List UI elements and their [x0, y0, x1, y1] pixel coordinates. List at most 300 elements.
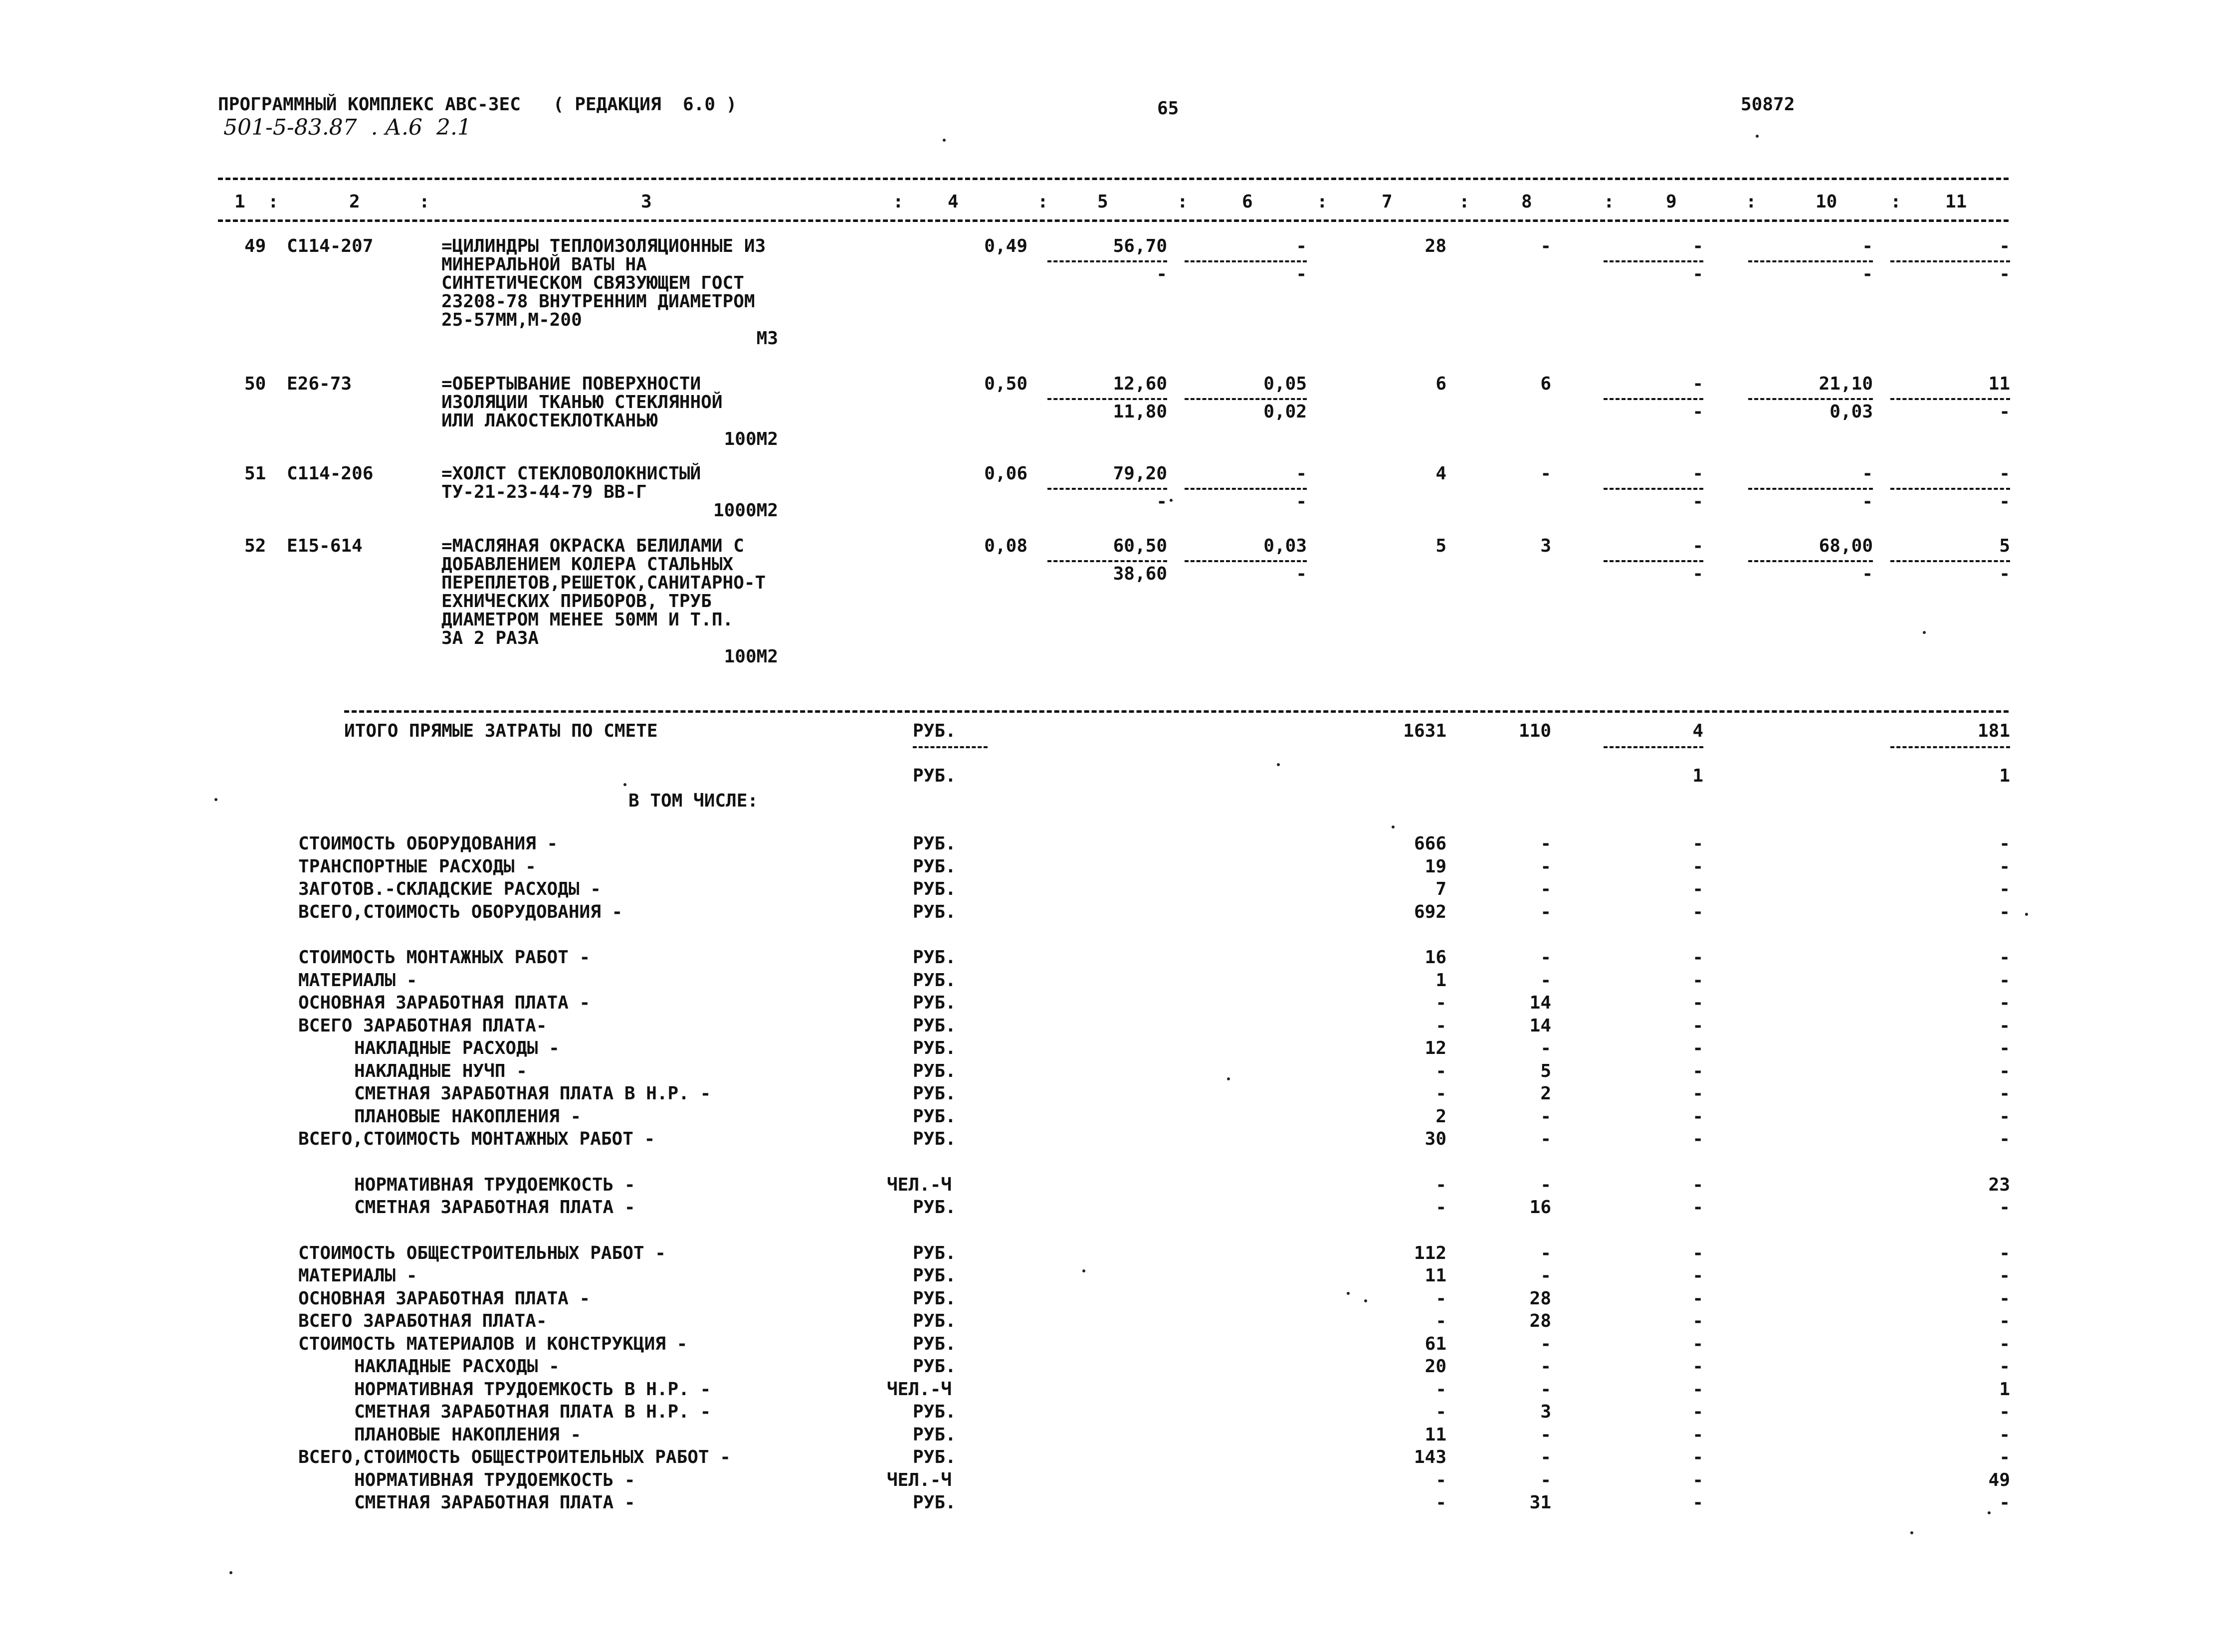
item-dash-c6	[1185, 260, 1307, 262]
column-separator: :	[419, 192, 430, 212]
summary-value-c11: -	[1999, 1197, 2010, 1218]
summary-label: ВСЕГО,СТОИМОСТЬ ОБЩЕСТРОИТЕЛЬНЫХ РАБОТ -	[298, 1447, 731, 1467]
item-code: Е15-614	[287, 536, 363, 556]
summary-value-c9: -	[1692, 1129, 1703, 1149]
summary-value-c11: -	[1999, 856, 2010, 877]
column-separator: :	[893, 192, 904, 212]
item-value-c6: 0,05	[1263, 374, 1307, 394]
item-value-c10b: 0,03	[1830, 402, 1873, 422]
total-value-c9b: 1	[1692, 766, 1703, 786]
summary-value-c8: -	[1540, 1469, 1551, 1490]
item-description-line: =МАСЛЯНАЯ ОКРАСКА БЕЛИЛАМИ С	[441, 536, 744, 556]
scan-speck	[943, 139, 946, 142]
scan-speck	[1082, 1269, 1085, 1272]
column-number-10: 10	[1816, 192, 1837, 212]
summary-value-c8: -	[1540, 856, 1551, 877]
summary-value-c11: -	[1999, 1424, 2010, 1445]
summary-value-c8: -	[1540, 1038, 1551, 1058]
scan-speck	[1910, 1531, 1913, 1534]
item-value-c11b: -	[1999, 564, 2010, 584]
summary-unit: РУБ.	[913, 879, 956, 899]
column-separator: :	[268, 192, 279, 212]
item-value-c10b: -	[1862, 264, 1873, 284]
summary-value-c7: 61	[1425, 1333, 1446, 1354]
item-description-line: ТУ-21-23-44-79 ВВ-Г	[441, 482, 647, 502]
summary-value-c11: -	[1999, 833, 2010, 854]
item-code: С114-206	[287, 463, 374, 484]
summary-value-c7: 112	[1414, 1242, 1446, 1263]
summary-value-c7: -	[1435, 1015, 1446, 1036]
item-value-c8: 6	[1540, 374, 1551, 394]
summary-unit: РУБ.	[913, 970, 956, 991]
summary-unit: ЧЕЛ.-Ч	[887, 1174, 952, 1195]
summary-value-c7: 19	[1425, 856, 1446, 877]
item-description-line: ЗА 2 РАЗА	[441, 628, 539, 648]
summary-label: СТОИМОСТЬ МАТЕРИАЛОВ И КОНСТРУКЦИЯ -	[298, 1333, 688, 1354]
item-dash-c9	[1604, 398, 1703, 400]
summary-value-c9: -	[1692, 1469, 1703, 1490]
item-dash-c11	[1890, 398, 2010, 400]
item-description-line: МИНЕРАЛЬНОЙ ВАТЫ НА	[441, 254, 647, 275]
summary-unit: РУБ.	[913, 1038, 956, 1058]
summary-value-c9: -	[1692, 970, 1703, 991]
header-rule-bottom	[218, 219, 2009, 222]
column-number-4: 4	[948, 192, 959, 212]
item-dash-c11	[1890, 260, 2010, 262]
item-value-c5b: -	[1156, 491, 1167, 512]
scan-speck	[229, 1571, 232, 1574]
summary-value-c8: -	[1540, 879, 1551, 899]
summary-value-c9: -	[1692, 1356, 1703, 1377]
summary-value-c11: -	[1999, 1288, 2010, 1309]
item-dash-c6	[1185, 398, 1307, 400]
summary-value-c7: -	[1435, 1379, 1446, 1400]
summary-value-c11: 23	[1988, 1174, 2010, 1195]
item-coefficient: 0,06	[984, 463, 1027, 484]
item-value-c8: -	[1540, 236, 1551, 256]
summary-value-c7: -	[1435, 1083, 1446, 1104]
scan-speck	[2025, 913, 2028, 916]
summary-value-c11: -	[1999, 970, 2010, 991]
summary-value-c8: -	[1540, 1129, 1551, 1149]
item-value-c8: 3	[1540, 536, 1551, 556]
summary-value-c11: -	[1999, 1242, 2010, 1263]
item-value-c6b: -	[1296, 564, 1307, 584]
summary-value-c9: -	[1692, 1197, 1703, 1218]
item-dash-c10	[1748, 398, 1873, 400]
item-value-c11b: -	[1999, 491, 2010, 512]
summary-unit: РУБ.	[913, 993, 956, 1013]
total-dash-c9	[1604, 746, 1703, 748]
column-separator: :	[1604, 192, 1615, 212]
summary-value-c8: -	[1540, 970, 1551, 991]
summary-value-c7: -	[1435, 1402, 1446, 1422]
item-dash-c5	[1047, 398, 1167, 400]
scan-speck	[1347, 1292, 1350, 1295]
item-value-c10b: -	[1862, 564, 1873, 584]
summary-value-c7: 16	[1425, 947, 1446, 968]
item-value-c6b: -	[1296, 491, 1307, 512]
item-description-line: СИНТЕТИЧЕСКОМ СВЯЗУЮЩЕМ ГОСТ	[441, 273, 744, 293]
item-value-c11: 11	[1988, 374, 2010, 394]
handwritten-note: 501-5-83.87 . А.6 2.1	[223, 115, 471, 140]
column-number-3: 3	[641, 192, 652, 212]
summary-value-c8: -	[1540, 947, 1551, 968]
item-code: Е26-73	[287, 374, 352, 394]
summary-label: СМЕТНАЯ ЗАРАБОТНАЯ ПЛАТА -	[354, 1197, 635, 1218]
column-number-11: 11	[1945, 192, 1967, 212]
summary-value-c7: -	[1435, 1197, 1446, 1218]
item-description-line: ДИАМЕТРОМ МЕНЕЕ 50ММ И Т.П.	[441, 610, 734, 630]
summary-value-c9: -	[1692, 1083, 1703, 1104]
item-dash-c6	[1185, 560, 1307, 562]
item-description-line: ИЛИ ЛАКОСТЕКЛОТКАНЬЮ	[441, 411, 658, 431]
scan-speck	[1277, 763, 1280, 766]
item-dash-c10	[1748, 488, 1873, 490]
summary-unit: РУБ.	[913, 1242, 956, 1263]
summary-label: НОРМАТИВНАЯ ТРУДОЕМКОСТЬ В Н.Р. -	[354, 1379, 711, 1400]
item-value-c11: -	[1999, 236, 2010, 256]
item-value-c11b: -	[1999, 402, 2010, 422]
item-value-c7: 6	[1435, 374, 1446, 394]
item-coefficient: 0,50	[984, 374, 1027, 394]
summary-value-c7: 1	[1435, 970, 1446, 991]
summary-unit: РУБ.	[913, 1197, 956, 1218]
column-number-2: 2	[349, 192, 360, 212]
item-value-c11: -	[1999, 463, 2010, 484]
item-value-c10: 21,10	[1819, 374, 1873, 394]
item-description-line: =ЦИЛИНДРЫ ТЕПЛОИЗОЛЯЦИОННЫЕ ИЗ	[441, 236, 766, 256]
item-description-line: 23208-78 ВНУТРЕННИМ ДИАМЕТРОМ	[441, 291, 755, 312]
summary-value-c8: 2	[1540, 1083, 1551, 1104]
item-value-c9: -	[1692, 463, 1703, 484]
total-label: ИТОГО ПРЯМЫЕ ЗАТРАТЫ ПО СМЕТЕ	[344, 721, 658, 741]
item-description-line: ПЕРЕПЛЕТОВ,РЕШЕТОК,САНИТАРНО-Т	[441, 573, 766, 593]
summary-value-c9: -	[1692, 1265, 1703, 1286]
summary-value-c7: 2	[1435, 1106, 1446, 1127]
item-number: 51	[244, 463, 266, 484]
summary-value-c8: 5	[1540, 1060, 1551, 1081]
summary-value-c9: -	[1692, 1402, 1703, 1422]
summary-value-c8: -	[1540, 1265, 1551, 1286]
item-description-line: ДОБАВЛЕНИЕМ КОЛЕРА СТАЛЬНЫХ	[441, 554, 734, 575]
summary-unit: РУБ.	[913, 1129, 956, 1149]
column-number-5: 5	[1097, 192, 1108, 212]
summary-value-c9: -	[1692, 993, 1703, 1013]
summary-value-c11: -	[1999, 1015, 2010, 1036]
summary-unit: РУБ.	[913, 1288, 956, 1309]
scan-speck	[1988, 1511, 1991, 1514]
summary-value-c8: 31	[1529, 1492, 1551, 1513]
summary-value-c11: -	[1999, 879, 2010, 899]
item-unit: 100М2	[724, 646, 778, 667]
summary-value-c11: -	[1999, 1265, 2010, 1286]
summary-value-c11: -	[1999, 1402, 2010, 1422]
item-value-c9b: -	[1692, 402, 1703, 422]
summary-value-c7: 12	[1425, 1038, 1446, 1058]
summary-unit: РУБ.	[913, 1356, 956, 1377]
summary-unit: РУБ.	[913, 856, 956, 877]
summary-value-c8: -	[1540, 1356, 1551, 1377]
item-coefficient: 0,08	[984, 536, 1027, 556]
item-unit: 1000М2	[713, 500, 778, 521]
summary-value-c11: -	[1999, 1129, 2010, 1149]
summary-label: МАТЕРИАЛЫ -	[298, 1265, 417, 1286]
summary-value-c8: -	[1540, 1242, 1551, 1263]
summary-value-c9: -	[1692, 1106, 1703, 1127]
summary-unit: РУБ.	[913, 1424, 956, 1445]
item-value-c5: 56,70	[1113, 236, 1167, 256]
summary-value-c9: -	[1692, 1311, 1703, 1331]
total-rule	[344, 710, 2009, 713]
summary-label: ТРАНСПОРТНЫЕ РАСХОДЫ -	[298, 856, 536, 877]
summary-value-c8: -	[1540, 1174, 1551, 1195]
summary-value-c9: -	[1692, 1379, 1703, 1400]
item-value-c7: 28	[1425, 236, 1446, 256]
item-dash-c5	[1047, 260, 1167, 262]
item-value-c10: -	[1862, 236, 1873, 256]
item-value-c6: -	[1296, 236, 1307, 256]
item-value-c9: -	[1692, 236, 1703, 256]
item-dash-c9	[1604, 560, 1703, 562]
summary-value-c11: -	[1999, 1083, 2010, 1104]
item-dash-c6	[1185, 488, 1307, 490]
summary-value-c9: -	[1692, 833, 1703, 854]
summary-value-c8: -	[1540, 1333, 1551, 1354]
item-description-line: =ХОЛСТ СТЕКЛОВОЛОКНИСТЫЙ	[441, 463, 701, 484]
scan-speck	[1227, 1077, 1230, 1080]
summary-label: ВСЕГО,СТОИМОСТЬ ОБОРУДОВАНИЯ -	[298, 901, 623, 922]
summary-label: ВСЕГО ЗАРАБОТНАЯ ПЛАТА-	[298, 1015, 547, 1036]
item-value-c8: -	[1540, 463, 1551, 484]
total-value-c8: 110	[1518, 721, 1551, 741]
summary-value-c9: -	[1692, 1038, 1703, 1058]
summary-unit: РУБ.	[913, 1402, 956, 1422]
summary-unit: РУБ.	[913, 1333, 956, 1354]
total-value-c11b: 1	[1999, 766, 2010, 786]
item-value-c6: 0,03	[1263, 536, 1307, 556]
item-value-c6b: -	[1296, 264, 1307, 284]
scan-speck	[1756, 135, 1759, 138]
summary-value-c8: -	[1540, 833, 1551, 854]
scan-speck	[1923, 631, 1926, 634]
summary-value-c7: -	[1435, 1174, 1446, 1195]
summary-value-c11: -	[1999, 1106, 2010, 1127]
scan-speck	[623, 783, 626, 786]
item-code: С114-207	[287, 236, 374, 256]
summary-label: СТОИМОСТЬ ОБЩЕСТРОИТЕЛЬНЫХ РАБОТ -	[298, 1242, 666, 1263]
scan-speck	[1170, 499, 1173, 502]
item-value-c10b: -	[1862, 491, 1873, 512]
item-value-c7: 4	[1435, 463, 1446, 484]
total-value-c7: 1631	[1403, 721, 1446, 741]
summary-value-c7: -	[1435, 1311, 1446, 1331]
in-that-number-label: В ТОМ ЧИСЛЕ:	[628, 791, 759, 811]
summary-value-c7: -	[1435, 993, 1446, 1013]
item-value-c5: 60,50	[1113, 536, 1167, 556]
summary-value-c8: -	[1540, 1447, 1551, 1467]
column-separator: :	[1037, 192, 1048, 212]
item-dash-c11	[1890, 488, 2010, 490]
summary-value-c8: -	[1540, 901, 1551, 922]
item-value-c9b: -	[1692, 491, 1703, 512]
summary-value-c11: -	[1999, 1060, 2010, 1081]
item-value-c9b: -	[1692, 264, 1703, 284]
column-number-9: 9	[1666, 192, 1677, 212]
item-dash-c9	[1604, 488, 1703, 490]
column-number-1: 1	[234, 192, 245, 212]
item-value-c9: -	[1692, 536, 1703, 556]
item-value-c11: 5	[1999, 536, 2010, 556]
summary-value-c8: 14	[1529, 993, 1551, 1013]
item-value-c5: 12,60	[1113, 374, 1167, 394]
summary-label: НОРМАТИВНАЯ ТРУДОЕМКОСТЬ -	[354, 1174, 635, 1195]
item-dash-c9	[1604, 260, 1703, 262]
summary-value-c8: 28	[1529, 1288, 1551, 1309]
item-dash-c5	[1047, 560, 1167, 562]
summary-value-c9: -	[1692, 1492, 1703, 1513]
scan-speck	[1392, 826, 1395, 828]
summary-value-c11: -	[1999, 1333, 2010, 1354]
item-description-line: 25-57ММ,М-200	[441, 310, 582, 330]
summary-value-c9: -	[1692, 1174, 1703, 1195]
item-value-c6b: 0,02	[1263, 402, 1307, 422]
item-description-line: =ОБЕРТЫВАНИЕ ПОВЕРХНОСТИ	[441, 374, 701, 394]
summary-value-c9: -	[1692, 1015, 1703, 1036]
summary-value-c9: -	[1692, 1242, 1703, 1263]
total-dash-c11	[1890, 746, 2010, 748]
item-number: 52	[244, 536, 266, 556]
summary-value-c7: -	[1435, 1288, 1446, 1309]
total-unit: РУБ.	[913, 721, 956, 741]
scan-speck	[1364, 1299, 1367, 1302]
total-unit-second: РУБ.	[913, 766, 956, 786]
summary-label: ПЛАНОВЫЕ НАКОПЛЕНИЯ -	[354, 1424, 582, 1445]
summary-unit: РУБ.	[913, 901, 956, 922]
column-number-7: 7	[1382, 192, 1393, 212]
item-dash-c11	[1890, 560, 2010, 562]
summary-unit: РУБ.	[913, 1083, 956, 1104]
summary-label: НОРМАТИВНАЯ ТРУДОЕМКОСТЬ -	[354, 1469, 635, 1490]
summary-value-c9: -	[1692, 901, 1703, 922]
summary-value-c11: 1	[1999, 1379, 2010, 1400]
summary-value-c7: 11	[1425, 1265, 1446, 1286]
summary-value-c11: -	[1999, 1447, 2010, 1467]
summary-value-c11: -	[1999, 1356, 2010, 1377]
summary-label: ВСЕГО ЗАРАБОТНАЯ ПЛАТА-	[298, 1311, 547, 1331]
summary-value-c11: 49	[1988, 1469, 2010, 1490]
page-number: 65	[1157, 98, 1179, 119]
column-separator: :	[1177, 192, 1188, 212]
item-value-c9: -	[1692, 374, 1703, 394]
item-value-c6: -	[1296, 463, 1307, 484]
item-value-c10: 68,00	[1819, 536, 1873, 556]
summary-unit: ЧЕЛ.-Ч	[887, 1379, 952, 1400]
summary-value-c7: 30	[1425, 1129, 1446, 1149]
summary-value-c8: 28	[1529, 1311, 1551, 1331]
item-value-c5b: -	[1156, 264, 1167, 284]
summary-label: НАКЛАДНЫЕ РАСХОДЫ -	[354, 1356, 560, 1377]
summary-unit: РУБ.	[913, 1447, 956, 1467]
summary-label: СТОИМОСТЬ ОБОРУДОВАНИЯ -	[298, 833, 558, 854]
column-number-8: 8	[1521, 192, 1532, 212]
summary-value-c11: -	[1999, 1492, 2010, 1513]
summary-value-c11: -	[1999, 1311, 2010, 1331]
summary-value-c11: -	[1999, 947, 2010, 968]
summary-value-c9: -	[1692, 1060, 1703, 1081]
summary-value-c7: -	[1435, 1492, 1446, 1513]
summary-label: ОСНОВНАЯ ЗАРАБОТНАЯ ПЛАТА -	[298, 1288, 591, 1309]
summary-value-c8: -	[1540, 1424, 1551, 1445]
summary-unit: РУБ.	[913, 1106, 956, 1127]
summary-unit: РУБ.	[913, 1492, 956, 1513]
item-dash-c10	[1748, 260, 1873, 262]
item-value-c11b: -	[1999, 264, 2010, 284]
item-value-c9b: -	[1692, 564, 1703, 584]
column-separator: :	[1746, 192, 1757, 212]
summary-label: МАТЕРИАЛЫ -	[298, 970, 417, 991]
item-value-c7: 5	[1435, 536, 1446, 556]
summary-label: ЗАГОТОВ.-СКЛАДСКИЕ РАСХОДЫ -	[298, 879, 601, 899]
column-separator: :	[1459, 192, 1470, 212]
summary-value-c7: -	[1435, 1060, 1446, 1081]
program-title: ПРОГРАММНЫЙ КОМПЛЕКС АВС-ЗЕС ( РЕДАКЦИЯ 6.0 )	[218, 94, 737, 115]
summary-unit: РУБ.	[913, 1265, 956, 1286]
item-value-c5b: 11,80	[1113, 402, 1167, 422]
summary-value-c11: -	[1999, 1038, 2010, 1058]
summary-unit: РУБ.	[913, 1060, 956, 1081]
item-dash-c10	[1748, 560, 1873, 562]
summary-label: СМЕТНАЯ ЗАРАБОТНАЯ ПЛАТА В Н.Р. -	[354, 1402, 711, 1422]
item-coefficient: 0,49	[984, 236, 1027, 256]
total-value-c11: 181	[1977, 721, 2010, 741]
summary-value-c7: 20	[1425, 1356, 1446, 1377]
summary-value-c9: -	[1692, 1424, 1703, 1445]
summary-label: СМЕТНАЯ ЗАРАБОТНАЯ ПЛАТА В Н.Р. -	[354, 1083, 711, 1104]
summary-label: ОСНОВНАЯ ЗАРАБОТНАЯ ПЛАТА -	[298, 993, 591, 1013]
summary-value-c9: -	[1692, 947, 1703, 968]
scan-speck	[214, 798, 217, 801]
item-value-c5b: 38,60	[1113, 564, 1167, 584]
summary-value-c7: 11	[1425, 1424, 1446, 1445]
total-unit-dash	[913, 746, 988, 748]
summary-value-c8: 14	[1529, 1015, 1551, 1036]
summary-value-c9: -	[1692, 1333, 1703, 1354]
column-separator: :	[1890, 192, 1901, 212]
summary-value-c8: 16	[1529, 1197, 1551, 1218]
summary-value-c7: 666	[1414, 833, 1446, 854]
summary-value-c9: -	[1692, 1288, 1703, 1309]
summary-value-c8: 3	[1540, 1402, 1551, 1422]
summary-value-c8: -	[1540, 1106, 1551, 1127]
total-value-c9: 4	[1692, 721, 1703, 741]
summary-label: ПЛАНОВЫЕ НАКОПЛЕНИЯ -	[354, 1106, 582, 1127]
summary-label: НАКЛАДНЫЕ НУЧП -	[354, 1060, 527, 1081]
summary-label: СМЕТНАЯ ЗАРАБОТНАЯ ПЛАТА -	[354, 1492, 635, 1513]
item-dash-c5	[1047, 488, 1167, 490]
summary-label: НАКЛАДНЫЕ РАСХОДЫ -	[354, 1038, 560, 1058]
summary-unit: РУБ.	[913, 947, 956, 968]
summary-label: СТОИМОСТЬ МОНТАЖНЫХ РАБОТ -	[298, 947, 591, 968]
summary-unit: РУБ.	[913, 1015, 956, 1036]
item-value-c10: -	[1862, 463, 1873, 484]
summary-value-c7: -	[1435, 1469, 1446, 1490]
item-unit: М3	[756, 328, 778, 349]
item-number: 50	[244, 374, 266, 394]
item-description-line: ЕХНИЧЕСКИХ ПРИБОРОВ, ТРУБ	[441, 591, 712, 612]
column-separator: :	[1317, 192, 1328, 212]
summary-value-c11: -	[1999, 901, 2010, 922]
